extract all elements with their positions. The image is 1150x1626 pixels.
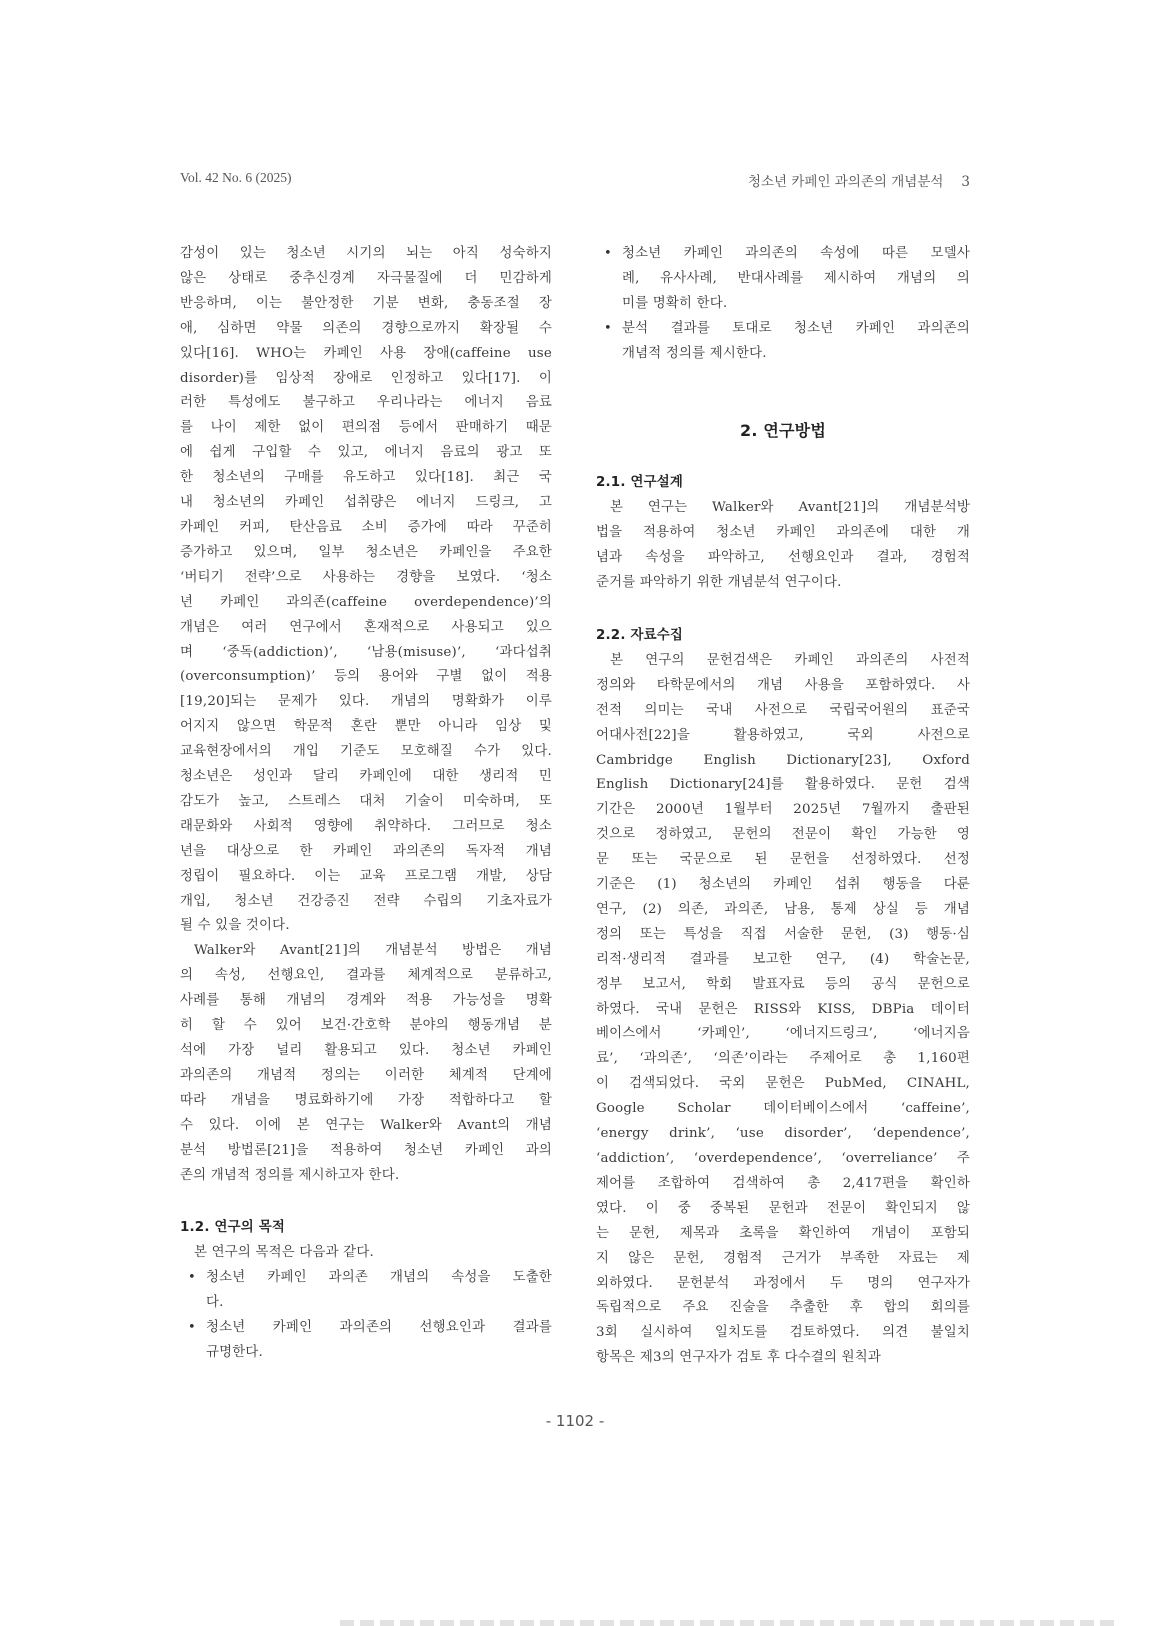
section-title-2: 2. 연구방법 [739,420,826,440]
text-line: 료’, ‘과의존’, ‘의존’이라는 주제어로 총 1,160편 [596,1051,970,1067]
text-line: 될 수 있을 것이다. [180,918,290,934]
text-line: 석에 가장 널리 활용되고 있다. 청소년 카페인 [180,1043,552,1058]
research-design-paragraph [596,496,970,596]
list-item [180,1316,552,1366]
text-line: 과의존의 개념적 정의는 이러한 체계적 단계에 [180,1067,552,1083]
text-line: 의 속성, 선행요인, 결과를 체계적으로 분류하고, [180,968,552,984]
text-line: 어대사전[22]을 활용하였고, 국외 사전으로 [596,727,970,743]
text-line: 정립이 필요하다. 이는 교육 프로그램 개발, 상담 [180,868,552,884]
running-title-block [748,170,970,190]
text-line: (overconsumption)’ 등의 용어와 구별 없이 적용 [180,669,552,685]
text-line: 지 않은 문헌, 경험적 근거가 부족한 자료는 제 [596,1250,970,1266]
subsection-heading-2-1: 2.1. 연구설계 [596,475,684,491]
text-line: 개념적 정의를 제시한다. [622,345,767,361]
article-page-number: 3 [961,174,970,190]
purpose-intro: 본 연구의 목적은 다음과 같다. [194,1245,374,1261]
text-line: 따라 개념을 명료화하기에 가장 적합하다고 할 [180,1092,552,1108]
text-line: 감도가 높고, 스트레스 대처 기술이 미숙하며, 또 [180,793,552,809]
text-line: 정의 또는 특성을 직접 서술한 문헌, (3) 행동·심 [596,926,970,942]
text-line: • 분석 결과를 토대로 청소년 카페인 과의존의 [622,320,970,336]
text-line: 어지지 않으면 학문적 혼란 뿐만 아니라 임상 및 [180,719,552,735]
text-line: 리적·생리적 결과를 보고한 연구, (4) 학술논문, [596,951,970,967]
text-line: 준거를 파악하기 위한 개념분석 연구이다. [596,575,842,591]
subsection-heading-1-2: 1.2. 연구의 목적 [180,1220,286,1236]
text-line: disorder)를 임상적 장애로 인정하고 있다[17]. 이 [180,370,552,386]
text-line: 제어를 조합하여 검색하여 총 2,417편을 확인하 [596,1175,970,1191]
data-collection-paragraph [596,649,970,1371]
text-line: 연구, (2) 의존, 과의존, 남용, 통제 상실 등 개념 [596,901,970,917]
text-line: 법을 적용하여 청소년 카페인 과의존에 대한 개 [596,525,970,541]
text-line: Cambridge English Dictionary[23], Oxford [596,752,970,768]
journal-issue: Vol. 42 No. 6 (2025) [180,170,292,185]
text-line: 년 카페인 과의존(caffeine overdependence)’의 [180,594,552,610]
text-line: 규명한다. [206,1344,263,1360]
text-line: 러한 특성에도 불구하고 우리나라는 에너지 음료 [180,395,552,411]
text-line: Google Scholar 데이터베이스에서 ‘caffeine’, [596,1101,970,1117]
text-line: 념과 속성을 파악하고, 선행요인과 결과, 경험적 [596,550,970,566]
text-line: • 청소년 카페인 과의존 개념의 속성을 도출한 [206,1270,552,1286]
text-line: 히 할 수 있어 보건·간호학 분야의 행동개념 분 [180,1018,552,1034]
page-number: - 1102 - [545,1412,605,1430]
text-line: • 청소년 카페인 과의존의 속성에 따른 모델사 [622,246,970,261]
text-line: 는 문헌, 제목과 초록을 확인하여 개념이 포함되 [596,1225,970,1241]
text-line: 미를 명확히 한다. [622,295,728,311]
right-column [596,242,970,1371]
text-line: 를 나이 제한 없이 편의점 등에서 판매하기 때문 [180,420,552,436]
text-line: 하였다. 국내 문헌은 RISS와 KISS, DBPia 데이터 [596,1001,970,1017]
text-line: 개념은 여러 연구에서 혼재적으로 사용되고 있으 [180,619,552,635]
text-line: 사례를 통해 개념의 경계와 적용 가능성을 명확 [180,993,552,1009]
text-line: 며 ‘중독(addiction)’, ‘남용(misuse)’, ‘과다섭취 [180,644,552,660]
text-line: 독립적으로 주요 진술을 추출한 후 합의 회의를 [596,1300,970,1316]
intro-paragraph [180,242,552,939]
text-line: 기간은 2000년 1월부터 2025년 7월까지 출판된 [596,802,970,818]
text-line: [19,20]되는 문제가 있다. 개념의 명확화가 이루 [180,694,552,710]
text-line: 베이스에서 ‘카페인’, ‘에너지드링크’, ‘에너지음 [596,1026,970,1042]
text-line: 않은 상태로 중추신경계 자극물질에 더 민감하게 [180,270,552,286]
text-line: • 청소년 카페인 과의존의 선행요인과 결과를 [206,1320,552,1336]
text-line: 본 연구의 문헌검색은 카페인 과의존의 사전적 [610,652,970,668]
text-line: ‘버티기 전략’으로 사용하는 경향을 보였다. ‘청소 [180,569,552,585]
text-line: 분석 방법론[21]을 적용하여 청소년 카페인 과의 [180,1142,552,1158]
text-line: 감성이 있는 청소년 시기의 뇌는 아직 성숙하지 [180,246,552,261]
left-column [180,242,552,1366]
text-line: 증가하고 있으며, 일부 청소년은 카페인을 주요한 [180,544,552,560]
text-line: 본 연구는 Walker와 Avant[21]의 개념분석방 [610,500,970,516]
list-item [596,317,970,367]
text-line: 기준은 (1) 청소년의 카페인 섭취 행동을 다룬 [596,877,970,893]
purpose-list [180,1266,552,1366]
text-line: 것으로 정하였고, 문헌의 전문이 확인 가능한 영 [596,827,970,843]
text-line: ‘addiction’, ‘overdependence’, ‘overreliance’ 주 [596,1151,970,1166]
text-line: 내 청소년의 카페인 섭취량은 에너지 드링크, 고 [180,495,552,511]
running-header [180,170,970,190]
list-item [180,1266,552,1316]
text-line: 외하였다. 문헌분석 과정에서 두 명의 연구자가 [596,1275,970,1291]
text-line: 청소년은 성인과 달리 카페인에 대한 생리적 민 [180,769,552,785]
text-line: 에 쉽게 구입할 수 있고, 에너지 음료의 광고 또 [180,445,552,461]
text-line: 존의 개념적 정의를 제시하고자 한다. [180,1167,400,1183]
list-item [596,242,970,317]
text-line: 정부 보고서, 학회 발표자료 등의 공식 문헌으로 [596,976,970,992]
text-line: 항목은 제3의 연구자가 검토 후 다수결의 원칙과 [596,1350,882,1366]
text-line: 개입, 청소년 건강증진 전략 수립의 기초자료가 [180,893,552,909]
text-line: 래문화와 사회적 영향에 취약하다. 그러므로 청소 [180,818,552,834]
text-line: 애, 심하면 약물 의존의 경향으로까지 확장될 수 [180,320,552,336]
text-line: 반응하며, 이는 불안정한 기분 변화, 충동조절 장 [180,295,552,311]
text-line: 다. [206,1295,224,1311]
cutoff-text-line [340,1620,1120,1626]
text-line: 3회 실시하여 일치도를 검토하였다. 의견 불일치 [596,1325,970,1341]
text-line: 전적 의미는 국내 사전으로 국립국어원의 표준국 [596,702,970,718]
text-line: 였다. 이 중 중복된 문헌과 전문이 확인되지 않 [596,1200,970,1216]
text-line: ‘energy drink’, ‘use disorder’, ‘dependence’, [596,1126,970,1142]
text-line: 정의와 타학문에서의 개념 사용을 포함하였다. 사 [596,677,970,693]
text-line: 례, 유사사례, 반대사례를 제시하여 개념의 의 [622,270,970,286]
walker-avant-paragraph [180,939,552,1188]
text-line: Walker와 Avant[21]의 개념분석 방법은 개념 [194,943,552,959]
text-line: 수 있다. 이에 본 연구는 Walker와 Avant의 개념 [180,1117,552,1133]
text-line: English Dictionary[24]를 활용하였다. 문헌 검색 [596,777,970,793]
subsection-heading-2-2: 2.2. 자료수집 [596,627,684,643]
text-line: 있다[16]. WHO는 카페인 사용 장애(caffeine use [180,345,552,361]
text-line: 한 청소년의 구매를 유도하고 있다[18]. 최근 국 [180,470,552,486]
text-line: 이 검색되었다. 국외 문헌은 PubMed, CINAHL, [596,1076,970,1092]
text-line: 문 또는 국문으로 된 문헌을 선정하였다. 선정 [596,852,970,868]
text-line: 교육현장에서의 개입 기준도 모호해질 수가 있다. [180,744,552,760]
running-title: 청소년 카페인 과의존의 개념분석 [747,174,944,190]
text-line: 년을 대상으로 한 카페인 과의존의 독자적 개념 [180,843,552,859]
text-line: 카페인 커피, 탄산음료 소비 증가에 따라 꾸준히 [180,519,552,535]
purpose-list-continued [596,242,970,367]
